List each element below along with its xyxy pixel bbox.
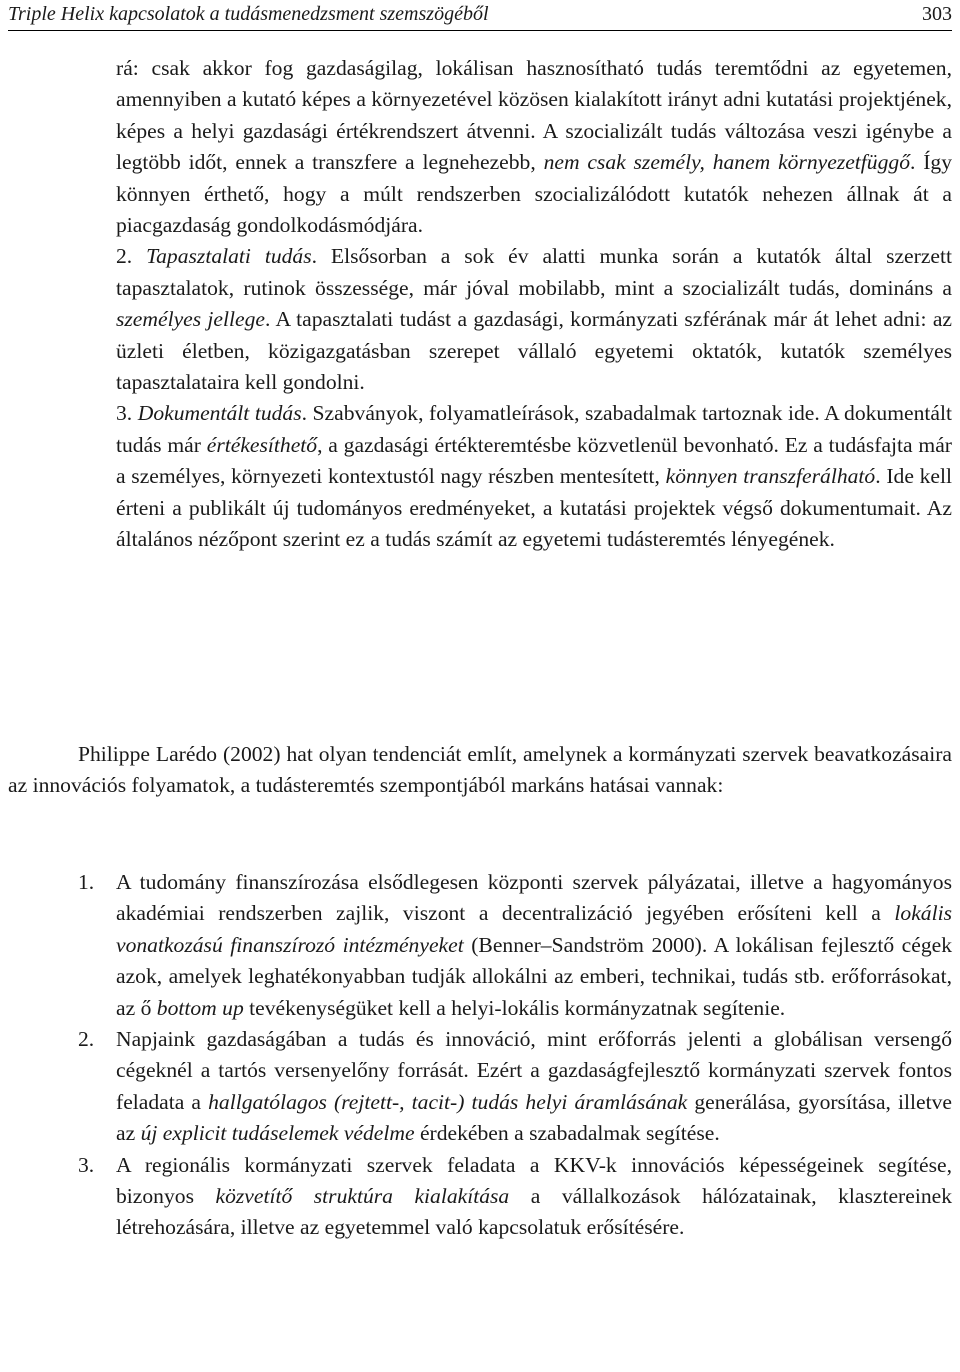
italic-run: új explicit tudáselemek védelme bbox=[140, 1121, 415, 1146]
list-item bbox=[78, 867, 952, 1024]
tendencies-list bbox=[78, 867, 952, 1244]
text-run: . A tapasztalati tudást a gazdasági, kormányzati szférának már át lehet adni: az üzleti életben, közigazgatásban szerepet vállaló egyetemi oktatók, kutatók személyes tapasztalataira kell gondolni. bbox=[116, 307, 952, 395]
italic-run: értékesíthető bbox=[206, 432, 318, 457]
text-run: A tudomány finanszírozása elsődlegesen központi szervek pályázatai, illetve a hagyományos akadémiai rendszerben zajlik, viszont a decentralizáció jegyében erősíteni kell a bbox=[116, 870, 952, 926]
italic-run: lokális vonatkozású finanszírozó intézményeket bbox=[116, 901, 952, 957]
running-header bbox=[8, 0, 952, 31]
italic-run: Dokumentált tudás bbox=[137, 401, 302, 426]
paragraph-socialized-knowledge bbox=[116, 53, 952, 241]
text-run: tevékenységüket kell a helyi-lokális kormányzatnak segítenie. bbox=[243, 995, 786, 1020]
italic-run: nem csak személy, hanem környezetfüggő bbox=[543, 150, 910, 175]
italic-run: könnyen transzferálható bbox=[665, 464, 876, 489]
list-number: 1. bbox=[78, 870, 95, 894]
italic-run: Tapasztalati tudás bbox=[146, 244, 312, 269]
text-run: . Elsősorban a sok év alatti munka során a kutatók által szerzett tapasztalatok, rutinok összessége, már jóval mobilabb, mint a szocializált tudás, domináns a bbox=[116, 244, 953, 300]
item-experiential-knowledge bbox=[116, 241, 952, 398]
text-run: A regionális kormányzati szervek feladata a KKV-k innovációs képességeinek segítése, bizonyos bbox=[116, 1152, 952, 1209]
text-run: rá: csak akkor fog gazdaságilag, lokálisan hasznosítható tudás teremtődni az egyetemen, amennyiben a kutató képes a környezetével közösen kialakított irányt adni kutatási projektjének, képes a helyi gazdasági értékrendszert átvenni. A szocializált tudás változása veszi igénybe a legtöbb időt, ennek a transzfere a legnehezebb, bbox=[116, 56, 952, 175]
list-item bbox=[78, 1150, 952, 1244]
list-number: 2. bbox=[78, 1027, 95, 1052]
italic-run: személyes jellege bbox=[116, 307, 265, 332]
text-run: 2. bbox=[116, 244, 147, 269]
list-item bbox=[78, 1024, 952, 1150]
text-run: Philippe Larédo (2002) hat olyan tendenciát említ, amelynek a kormányzati szervek beavatkozásaira az innovációs folyamatok, a tudásteremtés szempontjából markáns hatásai vannak: bbox=[8, 742, 952, 798]
text-run: generálása, gyorsítása, illetve az bbox=[116, 1089, 953, 1146]
text-run: érdekében a szabadalmak segítése. bbox=[414, 1121, 720, 1146]
text-run: . Ide kell érteni a publikált új tudományos eredményeket, a kutatási projektek végső dokumentumait. Az általános nézőpont szerint ez a tudás számít az egyetemi tudásteremtés lényegének. bbox=[116, 464, 952, 552]
text-run: 3. bbox=[116, 401, 138, 426]
italic-run: hallgatólagos (rejtett-, tacit-) tudás helyi áramlásának bbox=[208, 1089, 688, 1114]
item-documented-knowledge bbox=[116, 398, 952, 555]
knowledge-types-section bbox=[116, 53, 952, 556]
page-number: 303 bbox=[922, 3, 952, 25]
italic-run: közvetítő struktúra kialakítása bbox=[215, 1184, 510, 1209]
running-title: Triple Helix kapcsolatok a tudásmenedzsment szemszögéből bbox=[8, 3, 489, 25]
text-run: Napjaink gazdaságában a tudás és innováció, mint erőforrás jelenti a globálisan versengő cégeknél a tartós versenyelőny forrását. Ezért a gazdaságfejlesztő kormányzati szervek fontos feladata a bbox=[116, 1027, 952, 1114]
text-run: , a gazdasági értékteremtésbe közvetlenül bevonható. Ez a tudásfajta már a személyes, környezeti kontextustól nagy részben mentesített, bbox=[116, 432, 952, 489]
italic-run: bottom up bbox=[156, 995, 244, 1020]
text-run: . Így könnyen érthető, hogy a múlt rendszerben szocializálódott kutatók nehezen állnak át a piacgazdaság gondolkodásmódjára. bbox=[116, 150, 952, 238]
paragraph-laredo-intro bbox=[8, 739, 952, 802]
text-run: . Szabványok, folyamatleírások, szabadalmak tartoznak ide. A dokumentált tudás már bbox=[116, 401, 952, 457]
list-number: 3. bbox=[78, 1152, 95, 1177]
text-run: a vállalkozások hálózatainak, klasztereinek létrehozására, illetve az egyetemmel való kapcsolatuk erősítésére. bbox=[116, 1184, 953, 1240]
intro-text bbox=[8, 739, 952, 802]
text-run: (Benner–Sandström 2000). A lokálisan fejlesztő cégek azok, amelyek leghatékonyabban tudják allokálni az emberi, technikai, tudás stb. erőforrásokat, az ő bbox=[116, 932, 952, 1020]
